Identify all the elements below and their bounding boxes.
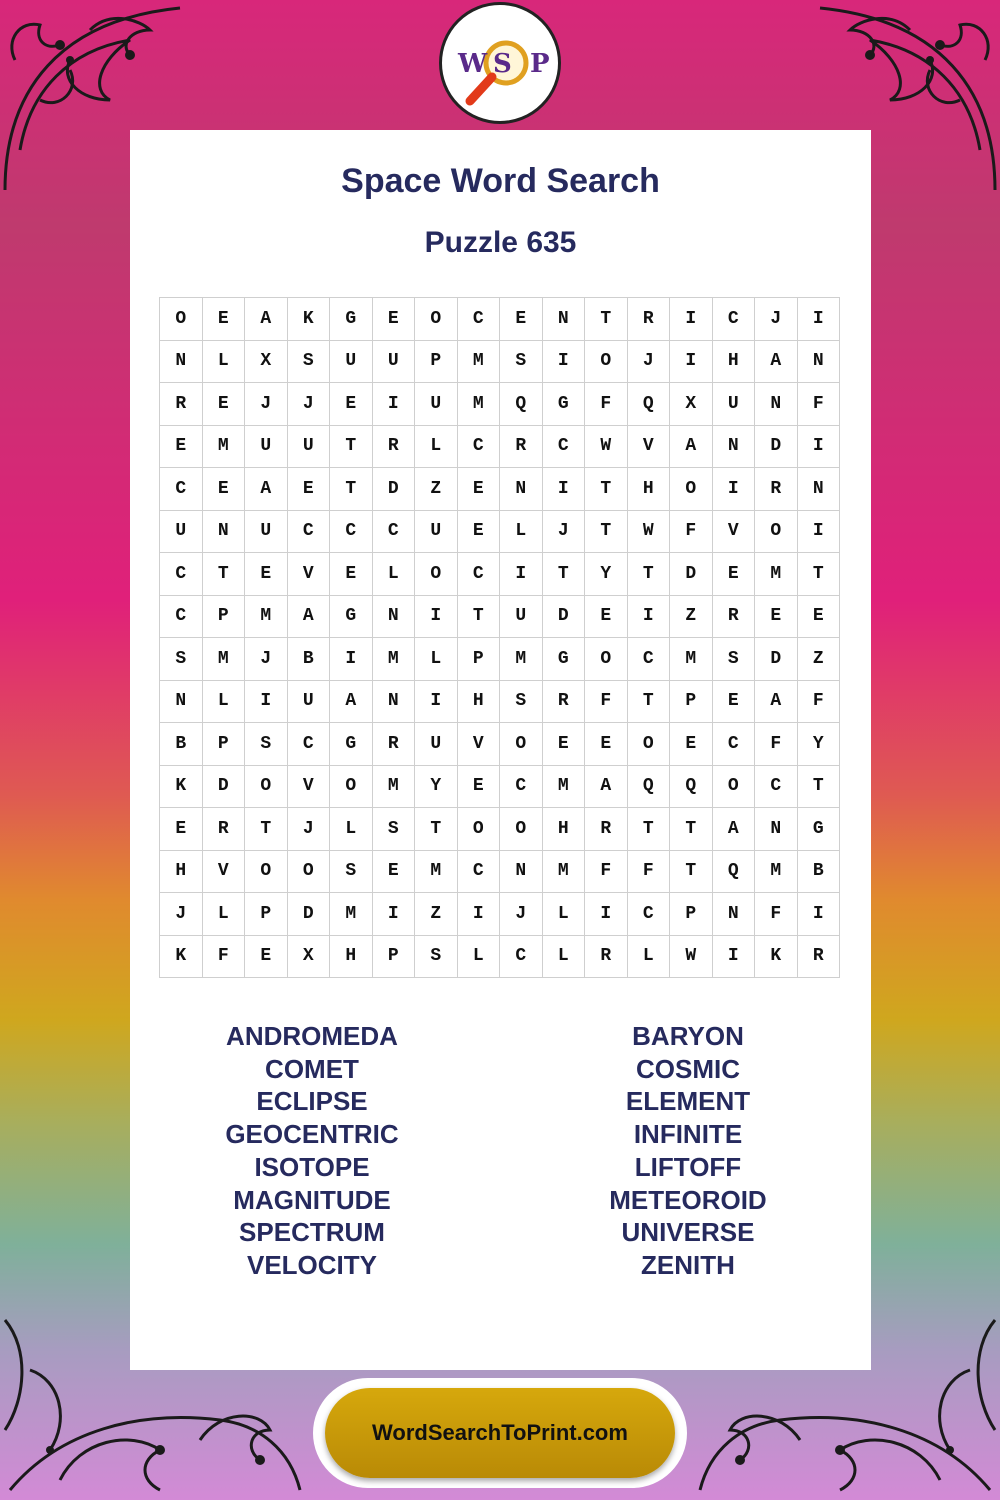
- grid-cell[interactable]: F: [585, 851, 628, 894]
- grid-cell[interactable]: P: [670, 893, 713, 936]
- grid-cell[interactable]: R: [543, 681, 586, 724]
- grid-cell[interactable]: V: [288, 766, 331, 809]
- grid-cell[interactable]: Q: [713, 851, 756, 894]
- grid-cell[interactable]: R: [798, 936, 841, 979]
- grid-cell[interactable]: G: [543, 638, 586, 681]
- grid-cell[interactable]: M: [543, 766, 586, 809]
- grid-cell[interactable]: M: [755, 851, 798, 894]
- grid-cell[interactable]: C: [160, 553, 203, 596]
- grid-cell[interactable]: R: [373, 723, 416, 766]
- puzzle-number: Puzzle 635: [424, 226, 577, 259]
- grid-cell[interactable]: U: [500, 596, 543, 639]
- grid-cell[interactable]: Y: [415, 766, 458, 809]
- grid-cell[interactable]: M: [330, 893, 373, 936]
- grid-cell[interactable]: E: [500, 298, 543, 341]
- grid-cell[interactable]: L: [203, 341, 246, 384]
- grid-cell[interactable]: C: [458, 553, 501, 596]
- grid-cell[interactable]: Y: [585, 553, 628, 596]
- grid-cell[interactable]: I: [585, 893, 628, 936]
- grid-cell[interactable]: U: [245, 426, 288, 469]
- grid-cell[interactable]: Q: [628, 766, 671, 809]
- grid-cell[interactable]: T: [670, 808, 713, 851]
- grid-cell[interactable]: R: [585, 936, 628, 979]
- grid-cell[interactable]: I: [670, 341, 713, 384]
- grid-cell[interactable]: C: [458, 426, 501, 469]
- grid-cell[interactable]: Q: [670, 766, 713, 809]
- grid-cell[interactable]: E: [458, 766, 501, 809]
- grid-cell[interactable]: X: [245, 341, 288, 384]
- grid-cell[interactable]: N: [500, 851, 543, 894]
- logo-letter-w: W: [458, 49, 488, 79]
- grid-cell[interactable]: N: [500, 468, 543, 511]
- grid-cell[interactable]: T: [585, 298, 628, 341]
- grid-cell[interactable]: M: [203, 638, 246, 681]
- grid-cell[interactable]: C: [160, 468, 203, 511]
- grid-cell[interactable]: I: [798, 298, 841, 341]
- grid-cell[interactable]: F: [585, 383, 628, 426]
- grid-cell[interactable]: I: [628, 596, 671, 639]
- grid-cell[interactable]: E: [245, 553, 288, 596]
- grid-cell[interactable]: O: [628, 723, 671, 766]
- grid-cell[interactable]: S: [245, 723, 288, 766]
- grid-cell[interactable]: E: [288, 468, 331, 511]
- grid-cell[interactable]: N: [203, 511, 246, 554]
- grid-cell[interactable]: S: [500, 341, 543, 384]
- grid-cell[interactable]: E: [798, 596, 841, 639]
- grid-cell[interactable]: W: [585, 426, 628, 469]
- grid-cell[interactable]: I: [798, 893, 841, 936]
- grid-cell[interactable]: F: [670, 511, 713, 554]
- word-list-item: ELEMENT: [625, 1086, 751, 1117]
- grid-cell[interactable]: O: [330, 766, 373, 809]
- grid-cell[interactable]: O: [500, 808, 543, 851]
- page-title: Space Word Search: [341, 162, 660, 200]
- grid-cell[interactable]: T: [798, 553, 841, 596]
- grid-cell[interactable]: Y: [798, 723, 841, 766]
- grid-cell[interactable]: C: [713, 298, 756, 341]
- grid-cell[interactable]: C: [288, 511, 331, 554]
- grid-cell[interactable]: L: [373, 553, 416, 596]
- grid-cell[interactable]: E: [330, 553, 373, 596]
- grid-cell[interactable]: M: [203, 426, 246, 469]
- grid-cell[interactable]: A: [330, 681, 373, 724]
- grid-cell[interactable]: O: [415, 298, 458, 341]
- grid-cell[interactable]: E: [713, 553, 756, 596]
- letter-grid: [159, 297, 840, 978]
- grid-cell[interactable]: J: [543, 511, 586, 554]
- grid-cell[interactable]: E: [755, 596, 798, 639]
- grid-cell[interactable]: O: [670, 468, 713, 511]
- word-list-item: UNIVERSE: [621, 1217, 755, 1248]
- grid-cell[interactable]: T: [670, 851, 713, 894]
- word-list-item: GEOCENTRIC: [225, 1119, 399, 1150]
- grid-cell[interactable]: D: [755, 638, 798, 681]
- grid-cell[interactable]: E: [458, 468, 501, 511]
- grid-cell[interactable]: T: [628, 808, 671, 851]
- grid-cell[interactable]: T: [415, 808, 458, 851]
- grid-cell[interactable]: U: [415, 511, 458, 554]
- grid-cell[interactable]: K: [288, 298, 331, 341]
- grid-cell[interactable]: F: [203, 936, 246, 979]
- grid-cell[interactable]: N: [543, 298, 586, 341]
- grid-cell[interactable]: N: [798, 341, 841, 384]
- logo-letter-s: S: [493, 49, 512, 79]
- grid-cell[interactable]: C: [713, 723, 756, 766]
- grid-cell[interactable]: B: [160, 723, 203, 766]
- grid-cell[interactable]: F: [798, 681, 841, 724]
- grid-cell[interactable]: C: [373, 511, 416, 554]
- grid-cell[interactable]: S: [415, 936, 458, 979]
- grid-cell[interactable]: S: [160, 638, 203, 681]
- grid-cell[interactable]: H: [713, 341, 756, 384]
- grid-cell[interactable]: O: [415, 553, 458, 596]
- grid-cell[interactable]: N: [713, 893, 756, 936]
- grid-cell[interactable]: I: [245, 681, 288, 724]
- grid-cell[interactable]: Z: [798, 638, 841, 681]
- grid-cell[interactable]: E: [373, 851, 416, 894]
- grid-cell[interactable]: Z: [670, 596, 713, 639]
- grid-cell[interactable]: E: [330, 383, 373, 426]
- grid-cell[interactable]: M: [458, 341, 501, 384]
- grid-cell[interactable]: T: [245, 808, 288, 851]
- grid-cell[interactable]: M: [458, 383, 501, 426]
- grid-cell[interactable]: C: [458, 851, 501, 894]
- grid-cell[interactable]: E: [713, 681, 756, 724]
- grid-cell[interactable]: K: [755, 936, 798, 979]
- grid-cell[interactable]: H: [458, 681, 501, 724]
- grid-cell[interactable]: A: [755, 341, 798, 384]
- grid-cell[interactable]: J: [245, 383, 288, 426]
- grid-cell[interactable]: C: [330, 511, 373, 554]
- grid-cell[interactable]: C: [160, 596, 203, 639]
- grid-cell[interactable]: J: [628, 341, 671, 384]
- grid-cell[interactable]: J: [755, 298, 798, 341]
- grid-cell[interactable]: J: [160, 893, 203, 936]
- grid-cell[interactable]: G: [330, 596, 373, 639]
- grid-cell[interactable]: A: [245, 468, 288, 511]
- grid-cell[interactable]: W: [628, 511, 671, 554]
- word-list-item: COSMIC: [636, 1053, 740, 1084]
- grid-cell[interactable]: U: [245, 511, 288, 554]
- grid-cell[interactable]: I: [798, 426, 841, 469]
- grid-cell[interactable]: E: [585, 596, 628, 639]
- grid-cell[interactable]: V: [203, 851, 246, 894]
- grid-cell[interactable]: D: [543, 596, 586, 639]
- grid-cell[interactable]: A: [245, 298, 288, 341]
- grid-cell[interactable]: E: [373, 298, 416, 341]
- grid-cell[interactable]: L: [415, 638, 458, 681]
- grid-cell[interactable]: V: [288, 553, 331, 596]
- grid-cell[interactable]: D: [373, 468, 416, 511]
- word-list-item: SPECTRUM: [239, 1217, 385, 1248]
- grid-cell[interactable]: I: [373, 383, 416, 426]
- grid-cell[interactable]: E: [203, 298, 246, 341]
- grid-cell[interactable]: R: [755, 468, 798, 511]
- grid-cell[interactable]: P: [415, 341, 458, 384]
- grid-cell[interactable]: S: [288, 341, 331, 384]
- grid-cell[interactable]: E: [245, 936, 288, 979]
- grid-cell[interactable]: T: [330, 468, 373, 511]
- grid-cell[interactable]: K: [160, 766, 203, 809]
- grid-cell[interactable]: O: [458, 808, 501, 851]
- site-link-frame: [313, 1378, 687, 1488]
- grid-cell[interactable]: O: [755, 511, 798, 554]
- grid-cell[interactable]: N: [373, 681, 416, 724]
- grid-cell[interactable]: J: [500, 893, 543, 936]
- grid-cell[interactable]: Z: [415, 893, 458, 936]
- grid-cell[interactable]: G: [798, 808, 841, 851]
- grid-cell[interactable]: I: [543, 341, 586, 384]
- grid-cell[interactable]: C: [628, 893, 671, 936]
- grid-cell[interactable]: A: [713, 808, 756, 851]
- site-link-button[interactable]: WordSearchToPrint.com: [325, 1388, 675, 1478]
- grid-cell[interactable]: R: [160, 383, 203, 426]
- grid-cell[interactable]: L: [500, 511, 543, 554]
- grid-cell[interactable]: V: [628, 426, 671, 469]
- grid-cell[interactable]: D: [755, 426, 798, 469]
- grid-cell[interactable]: Q: [628, 383, 671, 426]
- grid-cell[interactable]: D: [203, 766, 246, 809]
- grid-cell[interactable]: F: [628, 851, 671, 894]
- grid-cell[interactable]: S: [713, 638, 756, 681]
- grid-cell[interactable]: I: [670, 298, 713, 341]
- grid-cell[interactable]: R: [713, 596, 756, 639]
- grid-cell[interactable]: R: [500, 426, 543, 469]
- grid-cell[interactable]: A: [288, 596, 331, 639]
- word-list-item: INFINITE: [633, 1119, 743, 1150]
- grid-cell[interactable]: T: [628, 681, 671, 724]
- grid-cell[interactable]: M: [373, 766, 416, 809]
- grid-cell[interactable]: U: [288, 426, 331, 469]
- grid-cell[interactable]: U: [373, 341, 416, 384]
- grid-cell[interactable]: L: [543, 893, 586, 936]
- word-list-left: [166, 1020, 458, 1282]
- grid-cell[interactable]: I: [543, 468, 586, 511]
- grid-cell[interactable]: J: [245, 638, 288, 681]
- puzzle-card: [130, 130, 871, 1370]
- grid-cell[interactable]: N: [713, 426, 756, 469]
- grid-cell[interactable]: I: [330, 638, 373, 681]
- grid-cell[interactable]: F: [798, 383, 841, 426]
- grid-cell[interactable]: R: [373, 426, 416, 469]
- grid-cell[interactable]: O: [245, 766, 288, 809]
- grid-cell[interactable]: R: [203, 808, 246, 851]
- grid-cell[interactable]: T: [330, 426, 373, 469]
- grid-cell[interactable]: N: [160, 681, 203, 724]
- grid-cell[interactable]: M: [500, 638, 543, 681]
- word-list-item: ECLIPSE: [256, 1086, 368, 1117]
- grid-cell[interactable]: U: [415, 723, 458, 766]
- grid-cell[interactable]: I: [373, 893, 416, 936]
- grid-cell[interactable]: S: [500, 681, 543, 724]
- word-list-item: BARYON: [632, 1021, 744, 1051]
- grid-cell[interactable]: D: [670, 553, 713, 596]
- grid-cell[interactable]: C: [755, 766, 798, 809]
- grid-cell[interactable]: P: [373, 936, 416, 979]
- grid-cell[interactable]: R: [585, 808, 628, 851]
- grid-cell[interactable]: L: [330, 808, 373, 851]
- grid-cell[interactable]: N: [755, 808, 798, 851]
- grid-cell[interactable]: N: [160, 341, 203, 384]
- grid-cell[interactable]: T: [543, 553, 586, 596]
- grid-cell[interactable]: U: [160, 511, 203, 554]
- grid-cell[interactable]: F: [585, 681, 628, 724]
- grid-cell[interactable]: M: [543, 851, 586, 894]
- grid-cell[interactable]: E: [160, 808, 203, 851]
- grid-cell[interactable]: P: [203, 596, 246, 639]
- grid-cell[interactable]: X: [288, 936, 331, 979]
- grid-cell[interactable]: N: [373, 596, 416, 639]
- grid-cell[interactable]: M: [373, 638, 416, 681]
- grid-cell[interactable]: P: [670, 681, 713, 724]
- grid-cell[interactable]: E: [543, 723, 586, 766]
- grid-cell[interactable]: L: [203, 893, 246, 936]
- grid-cell[interactable]: J: [288, 808, 331, 851]
- wsp-logo[interactable]: [439, 2, 561, 124]
- grid-cell[interactable]: I: [713, 936, 756, 979]
- grid-cell[interactable]: O: [713, 766, 756, 809]
- grid-cell[interactable]: O: [288, 851, 331, 894]
- grid-cell[interactable]: U: [288, 681, 331, 724]
- grid-cell[interactable]: L: [543, 936, 586, 979]
- grid-cell[interactable]: N: [798, 468, 841, 511]
- grid-cell[interactable]: M: [415, 851, 458, 894]
- grid-cell[interactable]: Z: [415, 468, 458, 511]
- grid-cell[interactable]: L: [628, 936, 671, 979]
- grid-cell[interactable]: O: [160, 298, 203, 341]
- grid-cell[interactable]: H: [330, 936, 373, 979]
- grid-cell[interactable]: U: [713, 383, 756, 426]
- grid-cell[interactable]: J: [288, 383, 331, 426]
- grid-cell[interactable]: O: [585, 341, 628, 384]
- grid-cell[interactable]: E: [160, 426, 203, 469]
- grid-cell[interactable]: E: [203, 468, 246, 511]
- grid-cell[interactable]: A: [755, 681, 798, 724]
- grid-cell[interactable]: H: [160, 851, 203, 894]
- grid-cell[interactable]: E: [458, 511, 501, 554]
- word-list-item: LIFTOFF: [634, 1151, 742, 1182]
- grid-cell[interactable]: I: [798, 511, 841, 554]
- grid-cell[interactable]: R: [628, 298, 671, 341]
- grid-cell[interactable]: P: [203, 723, 246, 766]
- grid-cell[interactable]: U: [330, 341, 373, 384]
- word-list-item: METEOROID: [609, 1184, 767, 1215]
- grid-cell[interactable]: N: [755, 383, 798, 426]
- grid-cell[interactable]: S: [330, 851, 373, 894]
- grid-cell[interactable]: S: [373, 808, 416, 851]
- grid-cell[interactable]: H: [628, 468, 671, 511]
- grid-cell[interactable]: P: [458, 638, 501, 681]
- grid-cell[interactable]: G: [330, 298, 373, 341]
- word-list-right: [542, 1020, 834, 1282]
- logo-letter-p: P: [530, 49, 550, 79]
- grid-cell[interactable]: V: [458, 723, 501, 766]
- grid-cell[interactable]: C: [500, 766, 543, 809]
- grid-cell[interactable]: C: [500, 936, 543, 979]
- grid-cell[interactable]: L: [458, 936, 501, 979]
- grid-cell[interactable]: M: [755, 553, 798, 596]
- grid-cell[interactable]: T: [798, 766, 841, 809]
- word-list-item: VELOCITY: [246, 1249, 377, 1280]
- grid-cell[interactable]: O: [245, 851, 288, 894]
- word-list-item: MAGNITUDE: [233, 1184, 391, 1215]
- grid-cell[interactable]: Q: [500, 383, 543, 426]
- grid-cell[interactable]: T: [585, 511, 628, 554]
- grid-cell[interactable]: I: [500, 553, 543, 596]
- grid-cell[interactable]: I: [713, 468, 756, 511]
- grid-cell[interactable]: C: [543, 426, 586, 469]
- grid-cell[interactable]: O: [500, 723, 543, 766]
- grid-cell[interactable]: C: [458, 298, 501, 341]
- grid-cell[interactable]: L: [203, 681, 246, 724]
- grid-cell[interactable]: C: [628, 638, 671, 681]
- grid-cell[interactable]: B: [288, 638, 331, 681]
- grid-cell[interactable]: W: [670, 936, 713, 979]
- word-list-item: ZENITH: [641, 1249, 735, 1280]
- grid-cell[interactable]: F: [755, 893, 798, 936]
- grid-cell[interactable]: I: [415, 681, 458, 724]
- grid-cell[interactable]: D: [288, 893, 331, 936]
- grid-cell[interactable]: I: [458, 893, 501, 936]
- grid-cell[interactable]: G: [330, 723, 373, 766]
- grid-cell[interactable]: G: [543, 383, 586, 426]
- grid-cell[interactable]: H: [543, 808, 586, 851]
- word-list-item: ISOTOPE: [254, 1151, 370, 1182]
- word-list-item: COMET: [265, 1053, 359, 1084]
- grid-cell[interactable]: C: [288, 723, 331, 766]
- grid-cell[interactable]: L: [415, 426, 458, 469]
- grid-cell[interactable]: O: [585, 638, 628, 681]
- grid-cell[interactable]: I: [415, 596, 458, 639]
- grid-cell[interactable]: U: [415, 383, 458, 426]
- grid-cell[interactable]: T: [203, 553, 246, 596]
- grid-cell[interactable]: A: [585, 766, 628, 809]
- grid-cell[interactable]: M: [670, 638, 713, 681]
- grid-cell[interactable]: K: [160, 936, 203, 979]
- grid-cell[interactable]: V: [713, 511, 756, 554]
- grid-cell[interactable]: M: [245, 596, 288, 639]
- grid-cell[interactable]: T: [585, 468, 628, 511]
- grid-cell[interactable]: A: [670, 426, 713, 469]
- grid-cell[interactable]: F: [755, 723, 798, 766]
- grid-cell[interactable]: E: [585, 723, 628, 766]
- grid-cell[interactable]: E: [203, 383, 246, 426]
- grid-cell[interactable]: T: [458, 596, 501, 639]
- grid-cell[interactable]: P: [245, 893, 288, 936]
- grid-cell[interactable]: T: [628, 553, 671, 596]
- word-list-item: ANDROMEDA: [226, 1021, 398, 1051]
- grid-cell[interactable]: E: [670, 723, 713, 766]
- grid-cell[interactable]: B: [798, 851, 841, 894]
- grid-cell[interactable]: X: [670, 383, 713, 426]
